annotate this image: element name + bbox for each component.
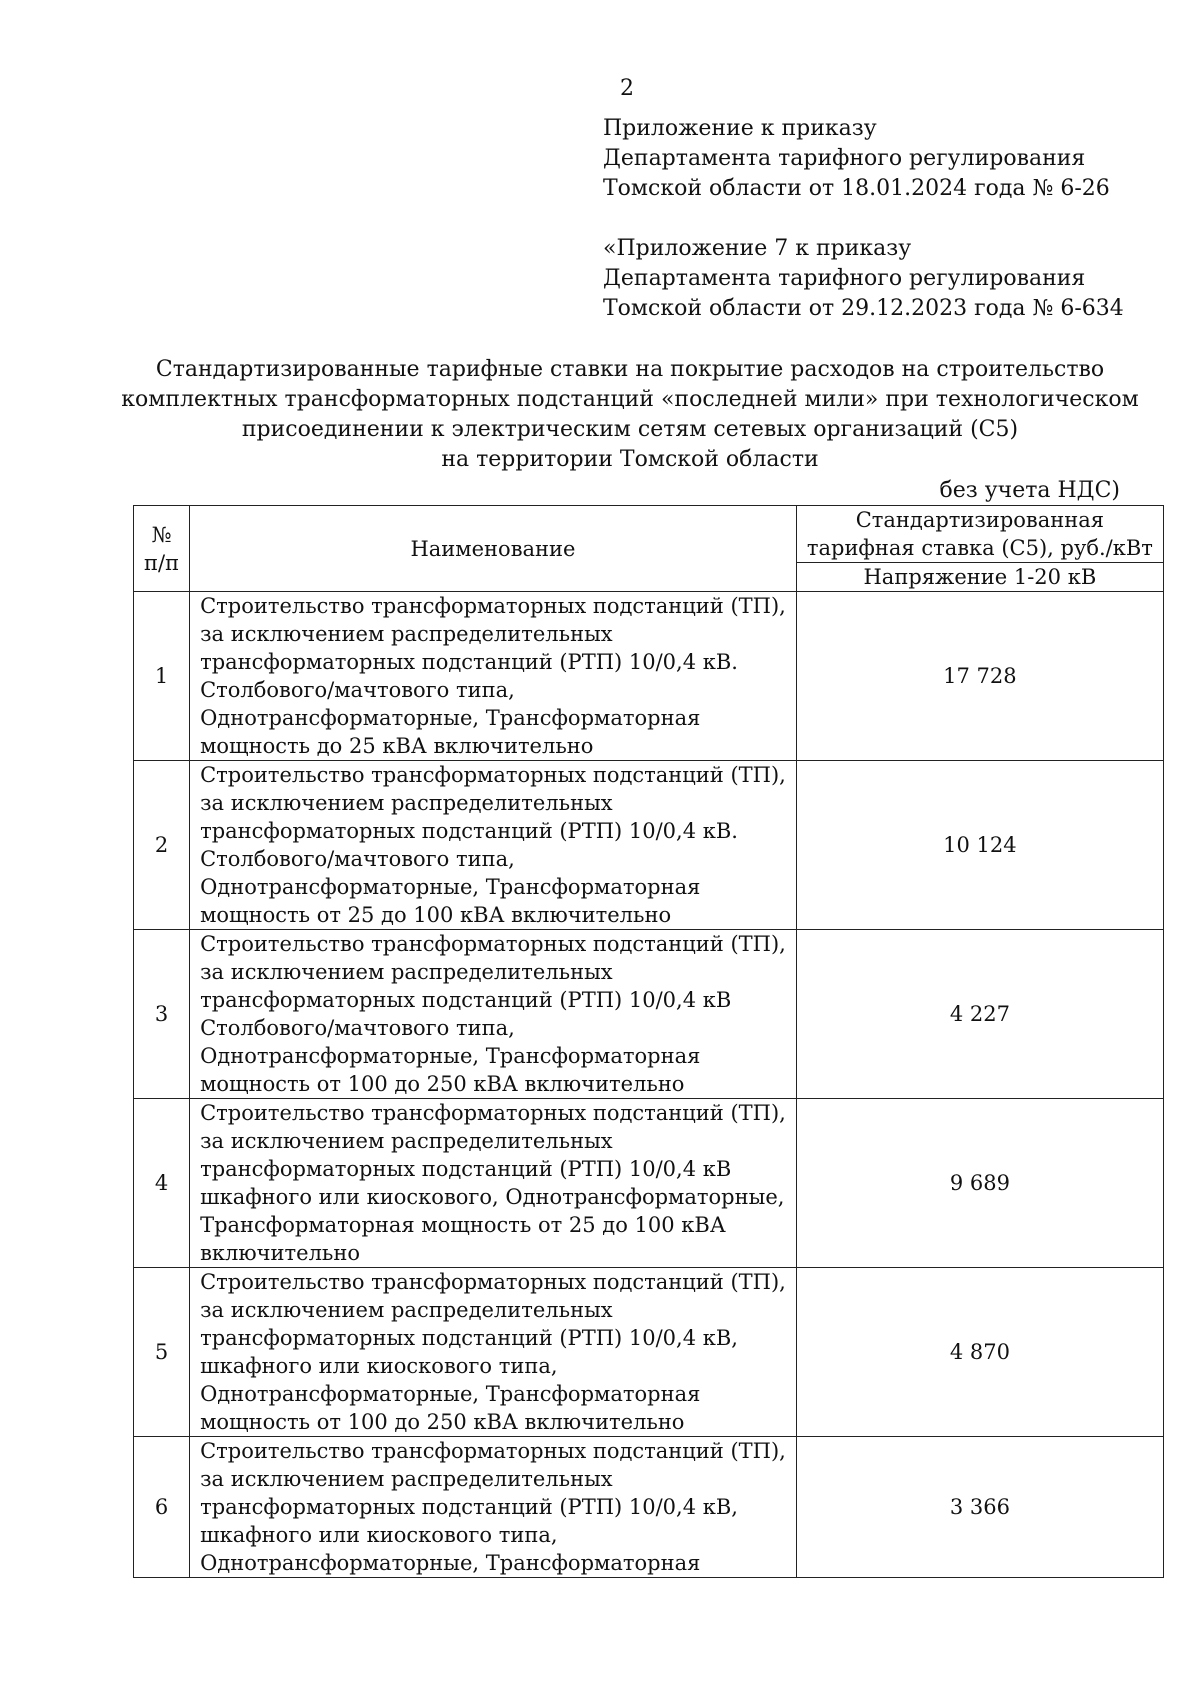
row-name-line: Строительство трансформаторных подстанций (ТП), [200,1270,786,1294]
row-name-line: Однотрансформаторные, Трансформаторная [200,1551,701,1575]
row-name-line: за исключением распределительных [200,791,613,815]
row-rate: 10 124 [796,761,1163,930]
row-name-line: шкафного или киоскового типа, [200,1354,558,1378]
page-number: 2 [620,76,634,101]
row-rate: 17 728 [796,592,1163,761]
row-name-line: за исключением распределительных [200,1129,613,1153]
table-row [134,1268,1164,1437]
table-row [134,930,1164,1099]
row-name-line: мощность до 25 кВА включительно [200,734,594,758]
title-line: на территории Томской области [441,447,819,472]
appendix-line: Томской области от 18.01.2024 года № 6-26 [603,176,1110,201]
row-name [190,1268,797,1437]
row-name [190,1099,797,1268]
appendix-original-order [603,234,1124,324]
header-number-symbol: № [151,522,172,547]
row-name-line: Столбового/мачтового типа, [200,847,515,871]
header-voltage: Напряжение 1-20 кВ [796,563,1163,592]
header-number [134,506,190,592]
vat-note: без учета НДС) [939,478,1120,503]
row-name-line: Столбового/мачтового типа, [200,678,515,702]
table-row [134,1099,1164,1268]
header-number-label: п/п [144,550,180,575]
row-name-line: за исключением распределительных [200,622,613,646]
header-rate-line: Стандартизированная [855,508,1105,532]
row-name [190,592,797,761]
row-number: 1 [134,592,190,761]
appendix-line: «Приложение 7 к приказу [603,236,912,261]
row-name [190,1437,797,1578]
header-rate-line: тарифная ставка (С5), руб./кВт [806,536,1153,560]
row-name-line: шкафного или киоскового типа, [200,1523,558,1547]
row-name-line: Строительство трансформаторных подстанций (ТП), [200,932,786,956]
row-rate: 4 227 [796,930,1163,1099]
row-rate: 3 366 [796,1437,1163,1578]
row-name-line: за исключением распределительных [200,1298,613,1322]
table-row [134,761,1164,930]
row-number: 3 [134,930,190,1099]
row-name-line: за исключением распределительных [200,1467,613,1491]
row-name-line: шкафного или киоскового, Однотрансформаторные, [200,1185,785,1209]
header-name: Наименование [190,506,797,592]
appendix-line: Департамента тарифного регулирования [603,266,1086,291]
row-number: 4 [134,1099,190,1268]
row-name-line: мощность от 100 до 250 кВА включительно [200,1410,685,1434]
appendix-line: Приложение к приказу [603,116,877,141]
title-line: Стандартизированные тарифные ставки на покрытие расходов на строительство [155,357,1105,382]
row-name-line: мощность от 25 до 100 кВА включительно [200,903,672,927]
appendix-line: Томской области от 29.12.2023 года № 6-634 [603,296,1124,321]
tariff-table [133,505,1164,1578]
row-name-line: за исключением распределительных [200,960,613,984]
row-name-line: Однотрансформаторные, Трансформаторная [200,1044,701,1068]
row-number: 2 [134,761,190,930]
row-name-line: Строительство трансформаторных подстанций (ТП), [200,1101,786,1125]
header-rate [796,506,1163,563]
appendix-current-order [603,114,1110,204]
row-name-line: Трансформаторная мощность от 25 до 100 кВА [200,1213,726,1237]
table-row [134,592,1164,761]
table-row [134,1437,1164,1578]
row-rate: 4 870 [796,1268,1163,1437]
row-name-line: трансформаторных подстанций (РТП) 10/0,4 кВ [200,1157,732,1181]
row-name-line: трансформаторных подстанций (РТП) 10/0,4 кВ. [200,650,738,674]
row-name-line: Строительство трансформаторных подстанций (ТП), [200,1439,786,1463]
row-name-line: трансформаторных подстанций (РТП) 10/0,4 кВ. [200,819,738,843]
row-name [190,930,797,1099]
row-name-line: Строительство трансформаторных подстанций (ТП), [200,763,786,787]
row-name-line: Столбового/мачтового типа, [200,1016,515,1040]
row-name-line: трансформаторных подстанций (РТП) 10/0,4 кВ, [200,1495,738,1519]
row-name [190,761,797,930]
row-number: 5 [134,1268,190,1437]
table-body [134,592,1164,1578]
row-number: 6 [134,1437,190,1578]
document-title [120,355,1140,475]
row-name-line: включительно [200,1241,360,1265]
row-name-line: трансформаторных подстанций (РТП) 10/0,4 кВ, [200,1326,738,1350]
row-name-line: Строительство трансформаторных подстанций (ТП), [200,594,786,618]
row-name-line: мощность от 100 до 250 кВА включительно [200,1072,685,1096]
row-name-line: Однотрансформаторные, Трансформаторная [200,875,701,899]
title-line: комплектных трансформаторных подстанций «последней мили» при технологическом [121,387,1139,412]
row-name-line: Однотрансформаторные, Трансформаторная [200,1382,701,1406]
title-line: присоединении к электрическим сетям сетевых организаций (С5) [241,417,1019,442]
appendix-line: Департамента тарифного регулирования [603,146,1086,171]
row-name-line: трансформаторных подстанций (РТП) 10/0,4 кВ [200,988,732,1012]
row-name-line: Однотрансформаторные, Трансформаторная [200,706,701,730]
table-header-row [134,506,1164,563]
row-rate: 9 689 [796,1099,1163,1268]
